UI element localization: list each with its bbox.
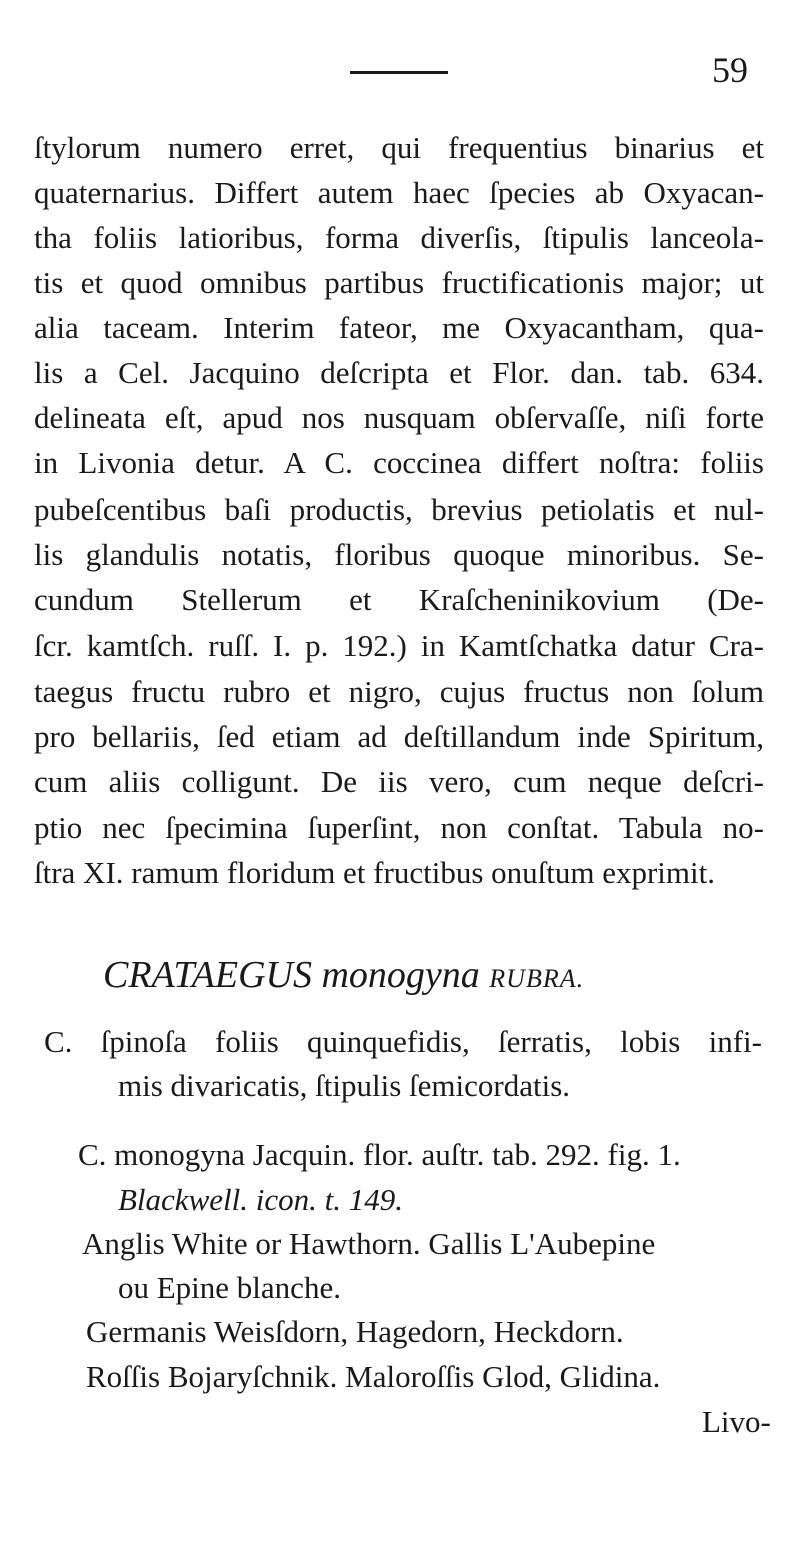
- synonym-line: Germanis Weisſdorn, Hagedorn, Heckdorn.: [86, 1314, 624, 1349]
- body-line: tis et quod omnibus partibus fructificationis major; ut: [34, 265, 764, 300]
- body-line: ptio nec ſpecimina ſuperſint, non conſtat. Tabula no-: [34, 810, 764, 845]
- body-line: quaternarius. Differt autem haec ſpecies ab Oxyacan-: [34, 175, 764, 210]
- heading-genus: CRATAEGUS: [103, 954, 312, 996]
- species-heading: [103, 950, 584, 1004]
- body-line: pubeſcentibus baſi productis, brevius petiolatis et nul-: [34, 492, 764, 527]
- synonym-line: Blackwell. icon. t. 149.: [118, 1182, 403, 1217]
- body-line: in Livonia detur. A C. coccinea differt noſtra: foliis: [34, 445, 764, 480]
- body-line: ſcr. kamtſch. ruſſ. I. p. 192.) in Kamtſchatka datur Cra-: [34, 628, 764, 663]
- page-number: 59: [712, 50, 748, 90]
- body-line: delineata eſt, apud nos nusquam obſervaſſe, niſi forte: [34, 400, 764, 435]
- diagnosis-line: mis divaricatis, ſtipulis ſemicordatis.: [118, 1068, 571, 1103]
- body-line: alia taceam. Interim fateor, me Oxyacantham, qua-: [34, 310, 764, 345]
- synonym-line: Roſſis Bojaryſchnik. Maloroſſis Glod, Glidina.: [86, 1359, 661, 1394]
- header-rule: [350, 71, 448, 74]
- body-line: lis glandulis notatis, floribus quoque minoribus. Se-: [34, 537, 764, 572]
- body-line: ſtylorum numero erret, qui frequentius binarius et: [34, 130, 764, 165]
- body-line: ſtra XI. ramum floridum et fructibus onuſtum exprimit.: [34, 855, 716, 890]
- body-line: cundum Stellerum et Kraſcheninikovium (De-: [34, 582, 764, 617]
- diagnosis-line: C. ſpinoſa foliis quinquefidis, ſerratis, lobis infi-: [44, 1024, 762, 1059]
- body-line: lis a Cel. Jacquino deſcripta et Flor. dan. tab. 634.: [34, 355, 764, 390]
- heading-species: monogyna: [321, 954, 480, 996]
- synonym-line: C. monogyna Jacquin. flor. auſtr. tab. 292. fig. 1.: [78, 1137, 681, 1172]
- synonym-line: ou Epine blanche.: [118, 1270, 341, 1305]
- body-line: cum aliis colligunt. De iis vero, cum neque deſcri-: [34, 764, 764, 799]
- body-line: taegus fructu rubro et nigro, cujus fructus non ſolum: [34, 674, 764, 709]
- catchword: Livo-: [702, 1404, 771, 1439]
- heading-variety: RUBRA.: [489, 964, 585, 993]
- body-line: tha foliis latioribus, forma diverſis, ſtipulis lanceola-: [34, 220, 764, 255]
- synonym-line: Anglis White or Hawthorn. Gallis L'Aubepine: [82, 1226, 656, 1261]
- body-line: pro bellariis, ſed etiam ad deſtillandum inde Spiritum,: [34, 719, 764, 754]
